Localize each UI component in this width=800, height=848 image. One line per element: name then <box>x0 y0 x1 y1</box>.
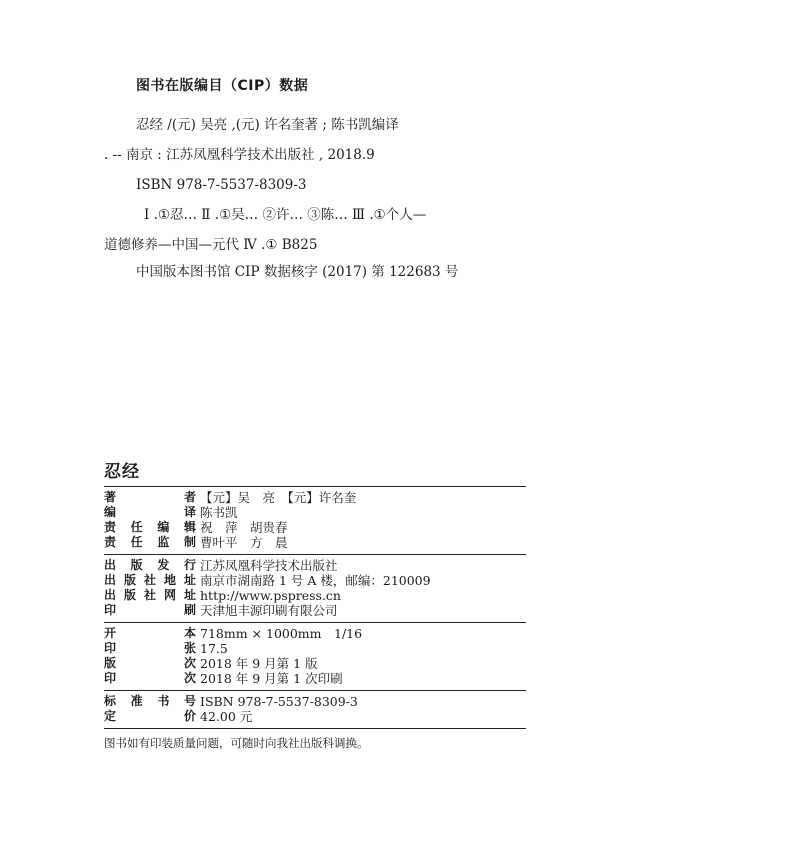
specs-section <box>104 623 526 691</box>
credit-row-supervisor <box>104 535 526 550</box>
row-value: 17.5 <box>200 641 228 656</box>
row-label: 印刷 <box>104 603 196 617</box>
row-label: 印次 <box>104 671 196 685</box>
row-label: 出版社网址 <box>104 588 196 602</box>
row-label: 责任编辑 <box>104 520 196 534</box>
quality-notice: 图书如有印装质量问题，可随时向我社出版科调换。 <box>104 736 369 750</box>
row-value: 陈书凯 <box>200 505 238 520</box>
credit-row-translator <box>104 505 526 520</box>
spec-row-edition <box>104 656 526 671</box>
spec-row-sheets <box>104 641 526 656</box>
book-title: 忍经 <box>104 462 526 487</box>
row-value: 祝 萍 胡贵春 <box>200 520 288 535</box>
row-label: 出版社地址 <box>104 573 196 587</box>
row-value: 2018 年 9 月第 1 次印刷 <box>200 671 343 686</box>
credits-section <box>104 487 526 555</box>
pricing-section <box>104 691 526 729</box>
row-value: 南京市湖南路 1 号 A 楼，邮编：210009 <box>200 573 431 588</box>
colophon <box>104 462 526 751</box>
publisher-row-printer <box>104 603 526 618</box>
row-label: 责任监制 <box>104 535 196 549</box>
row-value: 718mm × 1000mm 1/16 <box>200 626 363 641</box>
row-value: 江苏凤凰科学技术出版社 <box>200 558 338 573</box>
row-value: 2018 年 9 月第 1 版 <box>200 656 318 671</box>
publisher-row-distributor <box>104 558 526 573</box>
spec-row-printing <box>104 671 526 686</box>
row-label: 印张 <box>104 641 196 655</box>
credit-row-author <box>104 490 526 505</box>
spec-row-format <box>104 626 526 641</box>
cip-heading: 图书在版编目（CIP）数据 <box>136 78 309 94</box>
row-value: 【元】吴 亮 【元】许名奎 <box>200 490 357 505</box>
row-value: 曹叶平 方 晨 <box>200 535 288 550</box>
row-label: 编译 <box>104 505 196 519</box>
row-value: 天津旭丰源印刷有限公司 <box>200 603 338 618</box>
cip-line-record: 中国版本图书馆 CIP 数据核字 (2017) 第 122683 号 <box>136 264 459 280</box>
row-label: 著者 <box>104 490 196 504</box>
publisher-row-website <box>104 588 526 603</box>
row-label: 定价 <box>104 709 196 723</box>
pricing-row-isbn <box>104 694 526 709</box>
cip-line-classification: Ⅰ .①忍… Ⅱ .①吴… ②许… ③陈… Ⅲ .①个人— <box>144 207 427 223</box>
publisher-section <box>104 555 526 623</box>
row-label: 版次 <box>104 656 196 670</box>
publisher-row-address <box>104 573 526 588</box>
row-label: 开本 <box>104 626 196 640</box>
cip-line-isbn: ISBN 978-7-5537-8309-3 <box>136 177 307 193</box>
row-label: 标准书号 <box>104 694 196 708</box>
pricing-row-price <box>104 709 526 724</box>
cip-line-publisher: . -- 南京 : 江苏凤凰科学技术出版社 , 2018.9 <box>104 147 375 163</box>
row-value: ISBN 978-7-5537-8309-3 <box>200 694 358 709</box>
row-label: 出版发行 <box>104 558 196 572</box>
credit-row-editor <box>104 520 526 535</box>
cip-line-classification-cont: 道德修养—中国—元代 Ⅳ .① B825 <box>104 237 318 253</box>
row-value: http://www.pspress.cn <box>200 588 341 603</box>
row-value: 42.00 元 <box>200 709 253 724</box>
cip-line-title: 忍经 /(元) 吴亮 ,(元) 许名奎著 ; 陈书凯编译 <box>136 117 399 133</box>
